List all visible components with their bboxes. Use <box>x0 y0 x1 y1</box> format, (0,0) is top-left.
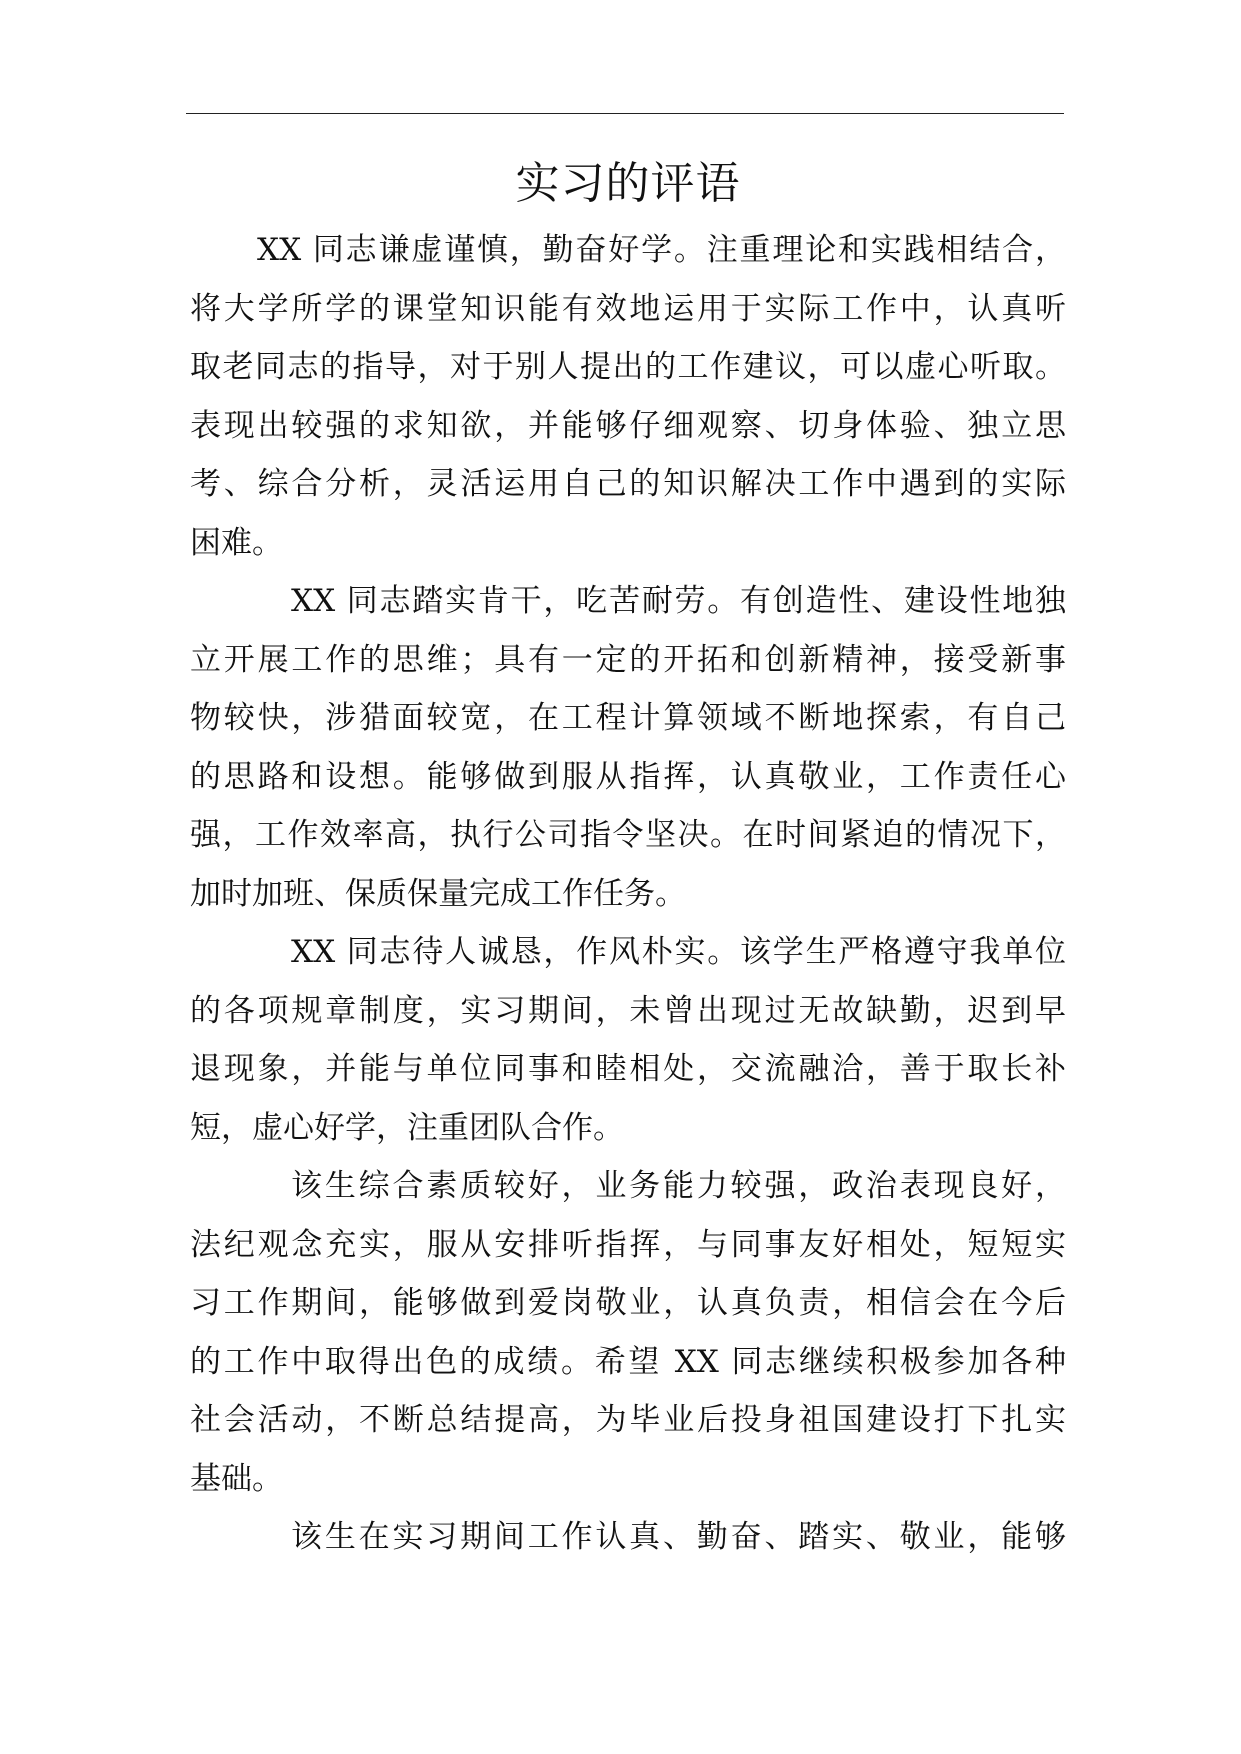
text-line: XX 同志谦虚谨慎，勤奋好学。注重理论和实践相结合， <box>257 232 1066 268</box>
text-line: 取老同志的指导，对于别人提出的工作建议，可以虚心听取。 <box>190 349 1066 385</box>
text-line: 表现出较强的求知欲，并能够仔细观察、切身体验、独立思 <box>190 407 1066 444</box>
text-line: XX 同志待人诚恳，作风朴实。该学生严格遵守我单位 <box>291 934 1066 970</box>
text-line: 该生综合素质较好，业务能力较强，政治表现良好， <box>291 1168 1066 1204</box>
text-line: 短，虚心好学，注重团队合作。 <box>190 1109 624 1146</box>
document-body <box>190 221 1066 1567</box>
text-line: 物较快，涉猎面较宽，在工程计算领域不断地探索，有自己 <box>190 700 1066 736</box>
document-title: 实习的评语 <box>515 158 741 209</box>
text-line: 社会活动，不断总结提高，为毕业后投身祖国建设打下扎实 <box>190 1402 1066 1438</box>
text-line: 的工作中取得出色的成绩。希望 XX 同志继续积极参加各种 <box>190 1343 1066 1380</box>
text-line: 考、综合分析，灵活运用自己的知识解决工作中遇到的实际 <box>190 466 1066 502</box>
text-line: 的各项规章制度，实习期间，未曾出现过无故缺勤，迟到早 <box>190 992 1066 1029</box>
text-line: 基础。 <box>190 1460 283 1497</box>
text-line: 退现象，并能与单位同事和睦相处，交流融洽，善于取长补 <box>190 1051 1066 1087</box>
paragraph-5 <box>190 1508 1066 1567</box>
header-rule <box>186 113 1064 114</box>
text-line: 强，工作效率高，执行公司指令坚决。在时间紧迫的情况下， <box>190 817 1066 853</box>
text-line: 困难。 <box>190 524 283 561</box>
paragraph-1 <box>190 221 1066 572</box>
text-line: 习工作期间，能够做到爱岗敬业，认真负责，相信会在今后 <box>190 1285 1066 1321</box>
text-line: 加时加班、保质保量完成工作任务。 <box>190 875 686 912</box>
text-line: 该生在实习期间工作认真、勤奋、踏实、敬业，能够 <box>291 1519 1066 1555</box>
text-line: 法纪观念充实，服从安排听指挥，与同事友好相处，短短实 <box>190 1226 1066 1263</box>
text-line: 将大学所学的课堂知识能有效地运用于实际工作中，认真听 <box>190 290 1066 327</box>
text-line: 的思路和设想。能够做到服从指挥，认真敬业，工作责任心 <box>190 758 1066 795</box>
text-line: XX 同志踏实肯干，吃苦耐劳。有创造性、建设性地独 <box>291 583 1066 619</box>
paragraph-3 <box>190 923 1066 1157</box>
paragraph-2 <box>190 572 1066 923</box>
text-line: 立开展工作的思维；具有一定的开拓和创新精神，接受新事 <box>190 641 1066 678</box>
paragraph-4 <box>190 1157 1066 1508</box>
